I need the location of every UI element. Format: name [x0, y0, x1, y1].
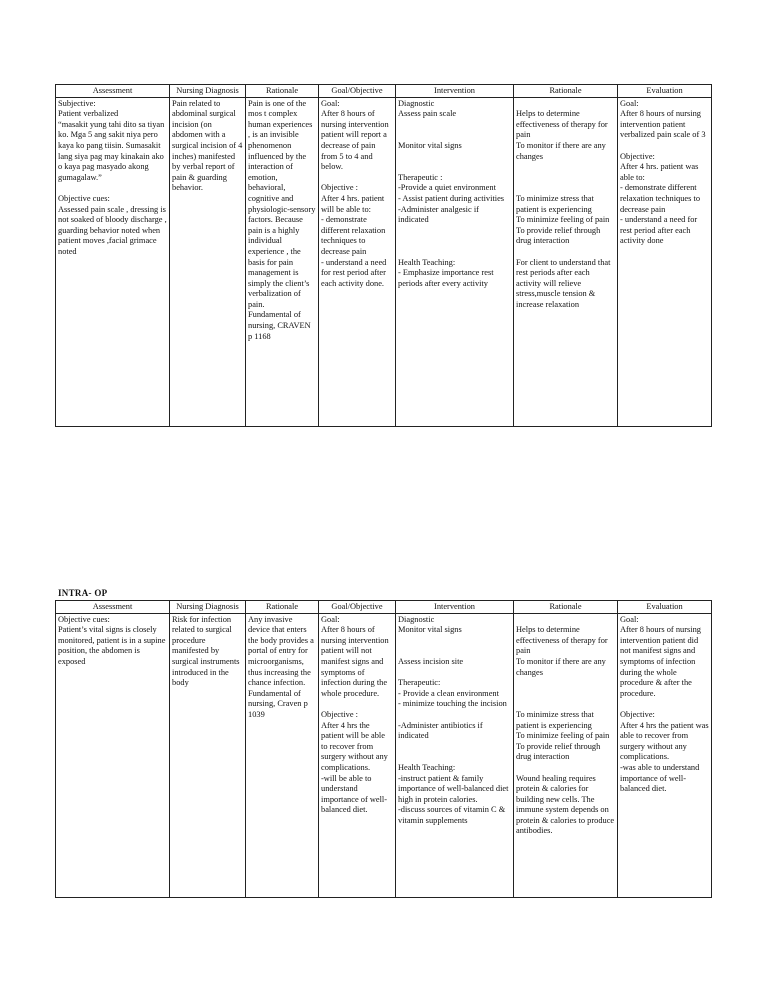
cell-evaluation [618, 97, 712, 426]
cell-text-line: Fundamental of nursing, CRAVEN p 1168 [248, 310, 313, 341]
table-row [56, 97, 712, 426]
header-rationale-2: Rationale [514, 85, 618, 98]
cell-text-line: Helps to determine effectiveness of therapy for pain [516, 625, 610, 656]
cell-text-line [516, 763, 615, 774]
cell-text-line [516, 162, 615, 173]
cell-text-line: Helps to determine effectiveness of therapy for pain [516, 109, 610, 140]
cell-intervention-rationale [514, 97, 618, 426]
cell-text-line: Diagnostic [398, 614, 435, 624]
cell-text-line: -discuss sources of vitamin C & vitamin supplements [398, 805, 508, 825]
cell-text-line [398, 742, 511, 753]
table-row [56, 613, 712, 897]
cell-text-line: - Emphasize importance rest periods after every activity [398, 268, 496, 288]
cell-text-line: - Assist patient during activities [398, 193, 505, 203]
cell-text-line: Goal: [620, 614, 639, 624]
cell-text-line [516, 173, 615, 184]
cell-text-line: For client to understand that rest periods after each activity will relieve stress,muscle tension & increase relaxation [516, 257, 613, 309]
cell-text-line [398, 120, 511, 131]
header-nursing-diagnosis: Nursing Diagnosis [170, 85, 246, 98]
cell-nursing-diagnosis [170, 613, 246, 897]
header-assessment: Assessment [56, 601, 170, 614]
cell-intervention-rationale [514, 613, 618, 897]
cell-text-line [516, 183, 615, 194]
cell-text-line: - demonstrate different relaxation techniques to decrease pain [321, 215, 388, 256]
cell-text-line [398, 226, 511, 237]
cell-text-line [58, 183, 167, 194]
cell-text-line: Goal: [321, 614, 340, 624]
cell-text-line: Monitor vital signs [398, 625, 462, 635]
cell-text-line: To monitor if there are any changes [516, 140, 608, 161]
cell-text-line: -Administer analgesic if indicated [398, 204, 482, 225]
header-goal-objective: Goal/Objective [319, 601, 396, 614]
cell-text-line [516, 678, 615, 689]
cell-text-line [398, 162, 511, 173]
cell-text-line [516, 99, 615, 110]
cell-text-line: To minimize feeling of pain [516, 215, 610, 225]
cell-text-line: Objective cues: [58, 614, 110, 624]
cell-intervention [396, 97, 514, 426]
cell-intervention [396, 613, 514, 897]
cell-text-line: Pain related to abdominal surgical incision (on abdomen with a surgical incision of 4 inches) manifested by verbal report of pain & guarding behavior. [172, 98, 245, 193]
cell-text-line [620, 141, 709, 152]
cell-text-line: Objective cues: [58, 193, 110, 203]
cell-text-line: After 4 hrs the patient was able to recover from surgery without any complications. [620, 720, 711, 762]
header-intervention: Intervention [396, 601, 514, 614]
header-rationale-2: Rationale [514, 601, 618, 614]
header-assessment: Assessment [56, 85, 170, 98]
cell-assessment [56, 613, 170, 897]
cell-text-line: Goal: [321, 98, 340, 108]
cell-text-line [516, 689, 615, 700]
header-row [56, 601, 712, 614]
care-plan-table-2 [55, 600, 712, 898]
cell-text-line: Risk for infection related to surgical procedure manifested by surgical instruments introduced in the body [172, 614, 242, 688]
cell-text-line [516, 247, 615, 258]
cell-text-line: After 4 hrs. patient will be able to: [321, 193, 387, 214]
cell-text-line: After 4 hrs the patient will be able to recover from surgery without any complications. [321, 720, 390, 772]
cell-text-line: After 4 hrs. patient was able to: [620, 162, 701, 182]
cell-text-line: Any invasive device that enters the body provides a portal of entry for microorganisms, thus increasing the chance infection. [248, 614, 316, 688]
header-goal-objective: Goal/Objective [319, 85, 396, 98]
cell-text-line: -will be able to understand importance of well-balanced diet. [321, 773, 388, 815]
cell-text-line: - understand a need for rest period after each activity done. [321, 257, 389, 288]
care-plan-table-1 [55, 84, 712, 427]
cell-text-line [516, 699, 615, 710]
cell-text-line: - understand a need for rest period after each activity done [620, 215, 700, 246]
cell-text-line: Objective : [321, 709, 358, 719]
section-title-intra-op: INTRA- OP [58, 588, 108, 598]
cell-text-line [398, 646, 511, 657]
cell-text-line: To monitor if there are any changes [516, 656, 608, 677]
cell-text-line: Diagnostic [398, 98, 435, 108]
cell-text-line: - Provide a clean environment [398, 688, 499, 698]
cell-goal-objective [319, 97, 396, 426]
cell-text-line: To provide relief through drug interaction [516, 741, 603, 762]
cell-text-line: -Provide a quiet environment [398, 183, 496, 193]
cell-text-line: Therapeutic : [398, 172, 443, 182]
header-row [56, 85, 712, 98]
cell-text-line [321, 173, 393, 184]
cell-text-line: Assess incision site [398, 656, 464, 666]
cell-text-line [398, 668, 511, 679]
header-rationale: Rationale [246, 85, 319, 98]
cell-text-line: Objective : [321, 183, 358, 193]
cell-text-line: To minimize stress that patient is experiencing [516, 193, 596, 214]
cell-text-line: Pain is one of the mos t complex human experiences , is an invisible phenomenon influenced by the interaction of emotion, behavioral, cognitive and physiologic-sensory factors. Because pain is a highly individual experience , the basis for pain management is simply the client’s verbalization of pain. [248, 98, 318, 309]
cell-text-line: -instruct patient & family importance of well-balanced diet high in protein calories. [398, 773, 511, 804]
cell-text-line [516, 615, 615, 626]
cell-text-line: After 8 hours of nursing intervention patient verbalized pain scale of 3 [620, 109, 706, 140]
cell-text-line: After 8 hours of nursing intervention patient did not manifest signs and symptoms of infection during the whole procedure & after the procedure. [620, 625, 704, 698]
cell-text-line: Assess pain scale [398, 109, 457, 119]
cell-text-line: - minimize touching the incision [398, 699, 507, 709]
cell-text-line: -Administer antibiotics if indicated [398, 720, 485, 741]
cell-text-line [398, 752, 511, 763]
cell-text-line: Fundamental of nursing, Craven p 1039 [248, 688, 310, 719]
cell-text-line [398, 247, 511, 258]
cell-text-line: Patient verbalized [58, 109, 119, 119]
cell-text-line [398, 152, 511, 163]
cell-text-line [620, 699, 709, 710]
cell-text-line: “masakit yung tahi dito sa tiyan ko. Mga 5 ang sakit niya pero kaya ko pang tiisin. Sumasakit lang siya pag may kinakain ako o kaya pag masyado akong gumagalaw.” [58, 119, 167, 182]
cell-text-line: Patient’s vital signs is closely monitored, patient is in a supine position, the abdomen is exposed [58, 625, 168, 666]
cell-text-line [398, 636, 511, 647]
cell-text-line: Health Teaching: [398, 762, 456, 772]
header-intervention: Intervention [396, 85, 514, 98]
cell-text-line: Assessed pain scale , dressing is not soaked of bloody discharge , guarding behavior noted when patient moves ,facial grimace noted [58, 204, 169, 256]
cell-text-line: Objective: [620, 151, 655, 161]
cell-assessment [56, 97, 170, 426]
header-evaluation: Evaluation [618, 85, 712, 98]
cell-text-line: -was able to understand importance of well-balanced diet. [620, 762, 702, 794]
cell-text-line: Monitor vital signs [398, 140, 462, 150]
cell-nursing-diagnosis [170, 97, 246, 426]
cell-text-line [398, 710, 511, 721]
cell-rationale [246, 97, 319, 426]
cell-text-line: Health Teaching: [398, 257, 456, 267]
cell-text-line: After 8 hours of nursing intervention patient will not manifest signs and symptoms of infection during the whole procedure. [321, 625, 391, 698]
cell-text-line: Objective: [620, 709, 655, 719]
cell-text-line: To minimize stress that patient is experiencing [516, 709, 596, 730]
cell-text-line: Goal: [620, 98, 639, 108]
cell-text-line: To provide relief through drug interaction [516, 225, 603, 246]
header-rationale: Rationale [246, 601, 319, 614]
cell-rationale [246, 613, 319, 897]
cell-goal-objective [319, 613, 396, 897]
cell-evaluation [618, 613, 712, 897]
cell-text-line [398, 236, 511, 247]
header-evaluation: Evaluation [618, 601, 712, 614]
cell-text-line: After 8 hours of nursing intervention patient will report a decrease of pain from 5 to 4 and below. [321, 109, 391, 172]
cell-text-line: To minimize feeling of pain [516, 731, 610, 741]
cell-text-line: - demonstrate different relaxation techniques to decrease pain [620, 183, 703, 214]
header-nursing-diagnosis: Nursing Diagnosis [170, 601, 246, 614]
cell-text-line: Wound healing requires protein & calories for building new cells. The immune system depends on protein & calories to produce antibodies. [516, 773, 617, 836]
cell-text-line: Therapeutic: [398, 678, 441, 688]
cell-text-line: Subjective: [58, 98, 96, 108]
cell-text-line [321, 699, 393, 710]
cell-text-line [398, 130, 511, 141]
